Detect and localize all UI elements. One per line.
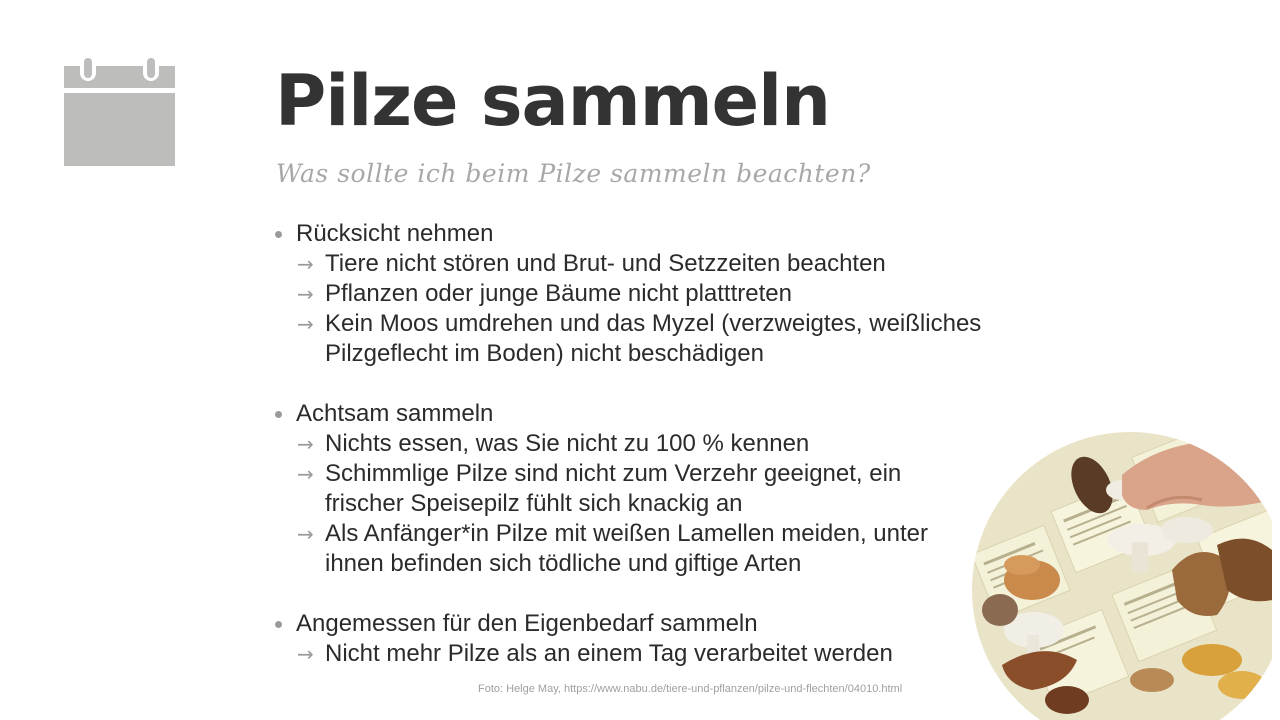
arrow-right-icon: → [297, 522, 314, 546]
section-achtsam [274, 399, 1034, 579]
page-title: Pilze sammeln [275, 60, 830, 142]
arrow-right-icon: → [297, 462, 314, 486]
section-ruecksicht [274, 219, 1034, 369]
sub-list [274, 249, 1034, 369]
list-item [274, 639, 1034, 669]
list-item [274, 279, 1034, 309]
bullet-heading [274, 609, 1034, 639]
list-item-text: Als Anfänger*in Pilze mit weißen Lamellen meiden, unter [325, 520, 928, 547]
bullet-heading-text: Achtsam sammeln [296, 400, 494, 427]
list-item [274, 459, 1034, 519]
arrow-right-icon: → [297, 642, 314, 666]
list-item [274, 429, 1034, 459]
bullet-content [274, 219, 1034, 669]
sub-list [274, 429, 1034, 579]
bullet-heading-text: Rücksicht nehmen [296, 220, 494, 247]
list-item [274, 309, 1034, 369]
mushroom-photo [972, 430, 1272, 720]
list-item [274, 519, 1034, 579]
bullet-heading [274, 219, 1034, 249]
list-item-text: Pilzgeflecht im Boden) nicht beschädigen [325, 340, 764, 367]
arrow-right-icon: → [297, 432, 314, 456]
section-eigenbedarf [274, 609, 1034, 669]
photo-credit: Foto: Helge May, https://www.nabu.de/tiere-und-pflanzen/pilze-und-flechten/04010.html [478, 683, 903, 695]
bullet-heading-text: Angemessen für den Eigenbedarf sammeln [296, 610, 758, 637]
list-item-text: Schimmlige Pilze sind nicht zum Verzehr geeignet, ein [325, 460, 902, 487]
list-item-text: frischer Speisepilz fühlt sich knackig an [325, 490, 743, 517]
list-item-text: Pflanzen oder junge Bäume nicht platttreten [325, 280, 792, 307]
list-item-text: Tiere nicht stören und Brut- und Setzzeiten beachten [325, 250, 886, 277]
list-item-text: Nichts essen, was Sie nicht zu 100 % kennen [325, 430, 810, 457]
list-item-text: Kein Moos umdrehen und das Myzel (verzweigtes, weißliches [325, 310, 982, 337]
arrow-right-icon: → [297, 312, 314, 336]
calendar-icon [64, 55, 175, 166]
arrow-right-icon: → [297, 282, 314, 306]
list-item-text: ihnen befinden sich tödliche und giftige Arten [325, 550, 802, 577]
bullet-heading [274, 399, 1034, 429]
bullet-dot-icon [275, 411, 282, 418]
list-item [274, 249, 1034, 279]
page-subtitle: Was sollte ich beim Pilze sammeln beachten? [276, 159, 871, 188]
bullet-dot-icon [275, 621, 282, 628]
list-item-text: Nicht mehr Pilze als an einem Tag verarbeitet werden [325, 640, 893, 667]
sub-list [274, 639, 1034, 669]
bullet-dot-icon [275, 231, 282, 238]
arrow-right-icon: → [297, 252, 314, 276]
